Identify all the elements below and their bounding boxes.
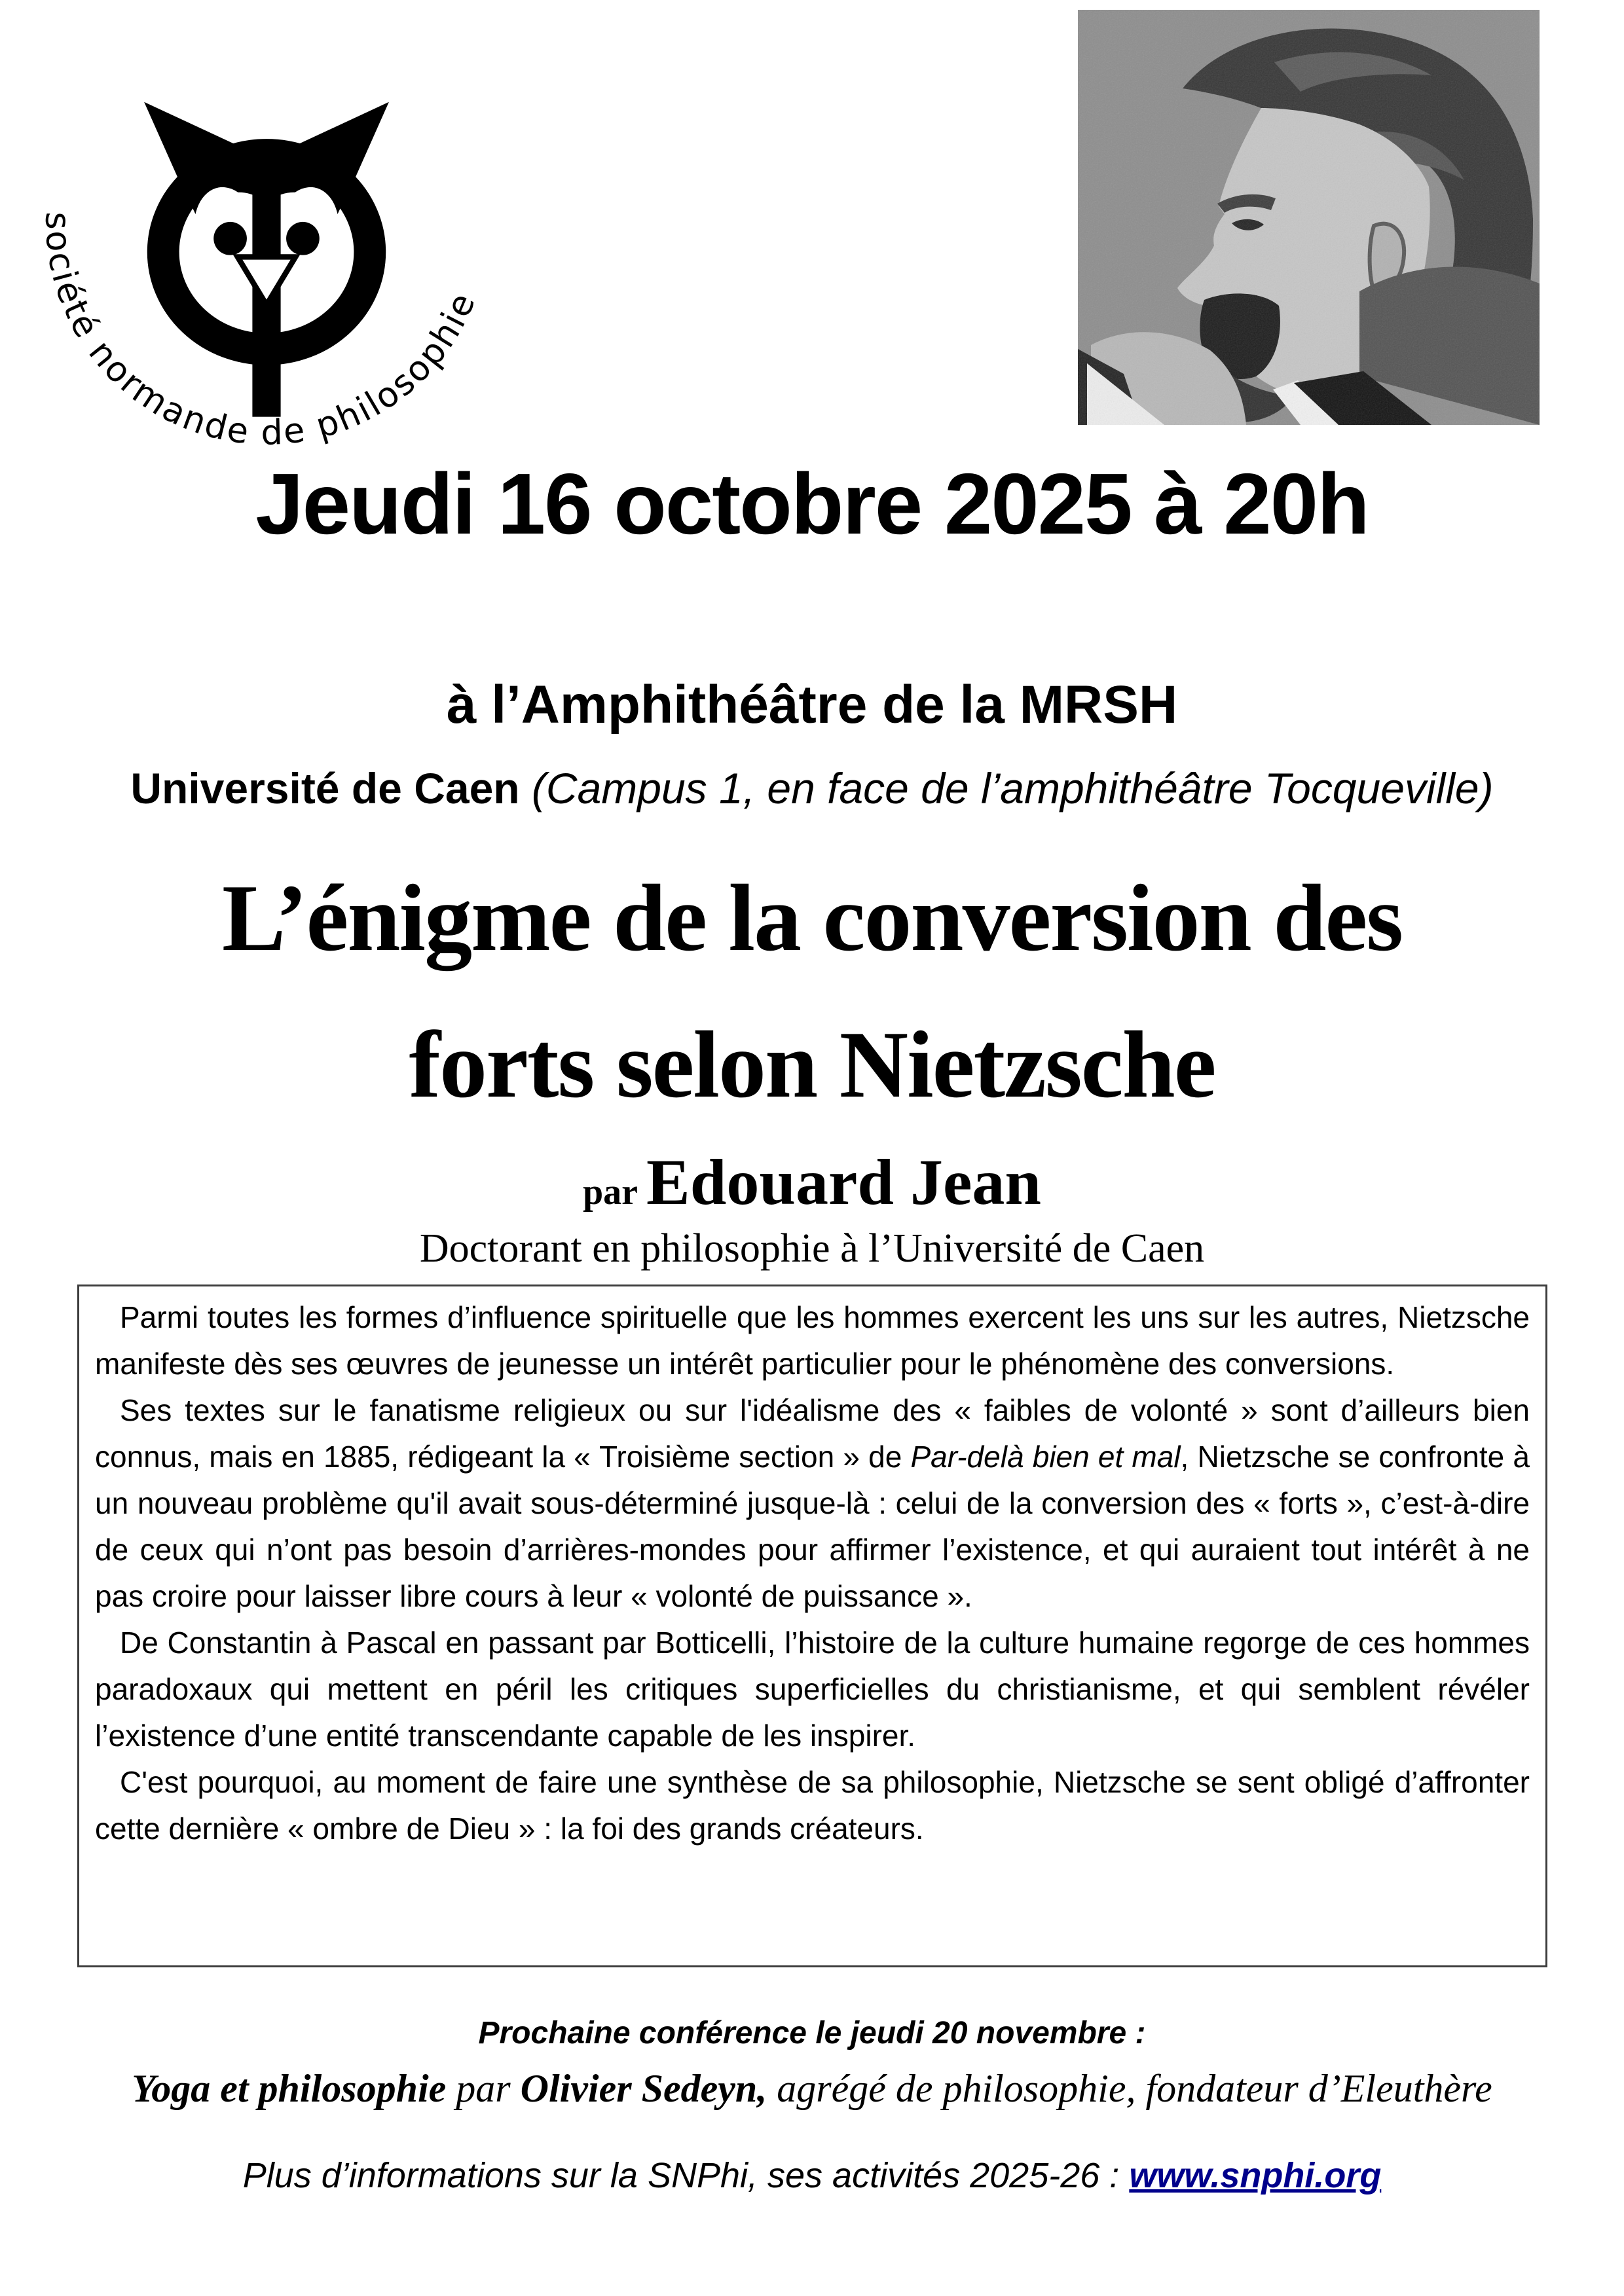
nietzsche-portrait-photo — [1078, 10, 1540, 425]
abstract-paragraph: C'est pourquoi, au moment de faire une synthèse de sa philosophie, Nietzsche se sent obligé d’affronter cette dernière « ombre de Dieu » : la foi des grands créateurs. — [95, 1765, 1530, 1846]
abstract-box — [77, 1285, 1547, 1967]
next-conference-details: Yoga et philosophie par Olivier Sedeyn, agrégé de philosophie, fondateur d’Eleuthère — [132, 2067, 1492, 2110]
next-conference-heading: Prochaine conférence le jeudi 20 novembre : — [478, 2016, 1146, 2050]
abstract-paragraph: Ses textes sur le fanatisme religieux ou sur l'idéalisme des « faibles de volonté » sont d’ailleurs bien connus, mais en 1885, rédigeant la « Troisième section » de Par-delà bien et mal, Nietzsche se confronte à un nouveau problème qu'il avait sous-déterminé jusque-là : celui de la conversion des « forts », c’est-à-dire de ceux qui n’ont pas besoin d’arrières-mondes pour affirmer l’existence, et qui auraient tout intérêt à ne pas croire pour laisser libre cours à leur « volonté de puissance ». — [95, 1393, 1530, 1613]
event-datetime: Jeudi 16 octobre 2025 à 20h — [255, 456, 1369, 552]
venue-line-2: Université de Caen (Campus 1, en face de l’amphithéâtre Tocqueville) — [130, 764, 1494, 812]
abstract-paragraph: Parmi toutes les formes d’influence spirituelle que les hommes exercent les uns sur les autres, Nietzsche manifeste dès ses œuvres de jeunesse un intérêt particulier pour le phénomène des conversions. — [95, 1300, 1530, 1381]
speaker-name: Edouard Jean — [646, 1146, 1041, 1218]
more-info-text: Plus d’informations sur la SNPhi, ses activités 2025-26 : — [242, 2156, 1130, 2195]
venue-line-1: à l’Amphithéâtre de la MRSH — [446, 675, 1178, 735]
abstract-paragraph: De Constantin à Pascal en passant par Botticelli, l’histoire de la culture humaine regorge de ces hommes paradoxaux qui mettent en péril les critiques superficielles du christianisme, et qui semblent révéler l’existence d’une entité transcendante capable de les inspirer. — [95, 1626, 1530, 1753]
logo-circular-text: société normande de philosophie — [37, 211, 484, 453]
byline-par: par — [583, 1172, 647, 1212]
lecture-title-line-2: forts selon Nietzsche — [409, 1011, 1215, 1118]
lecture-title-line-1: L’énigme de la conversion des — [221, 865, 1403, 971]
byline — [0, 1144, 1624, 1220]
speaker-affiliation: Doctorant en philosophie à l’Université de Caen — [419, 1226, 1205, 1271]
more-info-line — [0, 2155, 1624, 2196]
snp-owl-logo-icon — [24, 17, 509, 486]
snphi-website-link[interactable]: www.snphi.org — [1129, 2156, 1382, 2195]
